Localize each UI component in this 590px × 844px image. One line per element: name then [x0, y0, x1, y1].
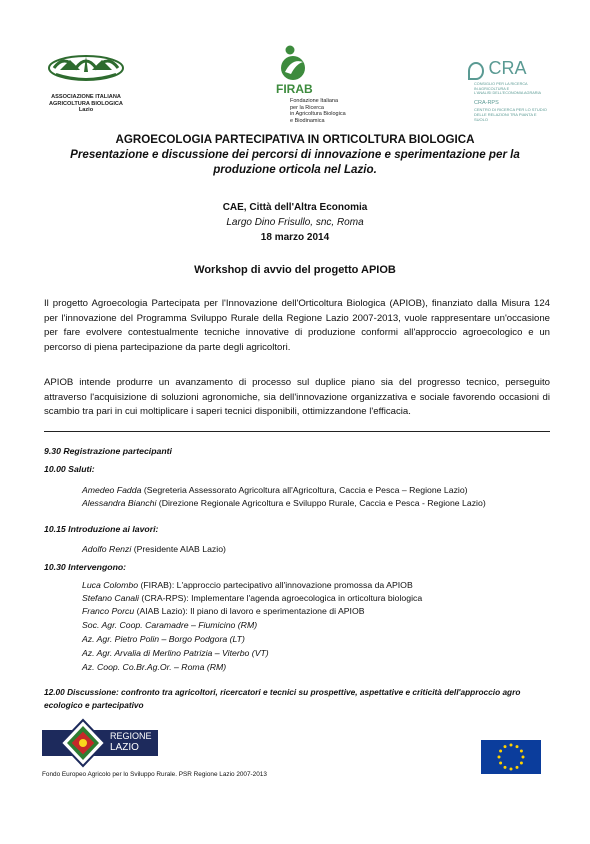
goals-paragraph: APIOB intende produrre un avanzamento di processo sul duplice piano sia del progresso tecnico, perseguito attraverso l'acquisizione di soluzioni agronomiche, sia dell'innovazione organizzativa e sociale favorendo occasioni di scambio tra pari in cui moltiplicare i saperi tecnici disponibili, ottimizzandone l'efficacia.	[44, 377, 550, 417]
program-greetings-title: 10.00 Saluti:	[44, 464, 95, 474]
firab-desc4: e Biodinamica	[290, 117, 325, 124]
speaker2-name: Stefano Canali	[82, 593, 139, 603]
program-speakers-title: 10.30 Intervengono:	[44, 562, 127, 572]
aiab-line3: Lazio	[78, 107, 94, 114]
speaker1-text: (FIRAB): L'approccio partecipativo all'innovazione promossa da APIOB	[140, 580, 413, 590]
firab-desc1: Fondazione Italiana	[290, 98, 339, 104]
cra-logo	[468, 58, 550, 122]
cra-swirl-icon	[468, 62, 484, 80]
aiab-emblem-icon	[46, 50, 126, 90]
intro-role: (Presidente AIAB Lazio)	[133, 544, 226, 554]
venue-name: CAE, Città dell'Altra Economia	[222, 202, 368, 213]
regione-shield-icon	[58, 718, 108, 768]
cra-line3: L'ANALISI DELL'ECONOMIA AGRARIA	[474, 91, 542, 96]
program-speaker-1	[82, 580, 413, 592]
regione-line1: REGIONE	[110, 731, 152, 741]
cra-line1: CONSIGLIO PER LA RICERCA	[474, 82, 528, 86]
aiab-logo	[46, 50, 126, 118]
cra-sub-name: CRA-RPS	[474, 100, 499, 106]
program-speaker-3	[82, 606, 365, 618]
program-discussion-line2: ecologico e partecipativo	[44, 700, 144, 710]
greeting1-role: (Segreteria Assessorato Agricoltura all'Agricoltura, Caccia e Pesca – Regione Lazio)	[143, 485, 468, 495]
firab-desc2: per la Ricerca	[290, 104, 324, 111]
event-title: AGROECOLOGIA PARTECIPATIVA IN ORTICOLTURA BIOLOGICA	[115, 133, 475, 146]
program-speaker-2	[82, 593, 422, 605]
fund-text: Fondo Europeo Agricolo per lo Sviluppo Rurale. PSR Regione Lazio 2007-2013	[42, 771, 267, 778]
aiab-line1: ASSOCIAZIONE ITALIANA	[51, 94, 121, 100]
workshop-title: Workshop di avvio del progetto APIOB	[194, 264, 396, 276]
firab-leaf-icon	[276, 44, 312, 82]
program-farm-2: Az. Agr. Pietro Polin – Borgo Podgora (LT)	[82, 634, 245, 644]
program-farm-3: Az. Agr. Arvalia di Merlino Patrizia – Viterbo (VT)	[82, 648, 269, 658]
venue-address: Largo Dino Frisullo, snc, Roma	[226, 217, 364, 228]
cra-name: CRA	[488, 58, 527, 78]
speaker1-name: Luca Colombo	[82, 580, 139, 590]
program-farm-1: Soc. Agr. Coop. Caramadre – Fiumicino (RM)	[82, 620, 258, 630]
program-farm-4: Az. Coop. Co.Br.Ag.Or. – Roma (RM)	[82, 662, 227, 672]
cra-sub1: CENTRO DI RICERCA PER LO STUDIO	[474, 107, 547, 112]
greeting1-name: Amedeo Fadda	[82, 485, 142, 495]
eu-flag-icon	[481, 740, 541, 774]
program-discussion-line1: 12.00 Discussione: confronto tra agricoltori, ricercatori e tecnici su prospettive, aspettative e criticità dell'approccio agro	[44, 687, 521, 697]
cra-sub2: DELLE RELAZIONI TRA PIANTA E SUOLO	[474, 111, 537, 122]
firab-logo	[274, 44, 356, 124]
speaker2-text: (CRA-RPS): Implementare l'agenda agroecologica in orticoltura biologica	[141, 593, 423, 603]
program-registration: 9.30 Registrazione partecipanti	[44, 446, 172, 456]
regione-lazio-logo	[42, 720, 158, 768]
firab-name: FIRAB	[276, 82, 313, 96]
greeting2-name: Alessandra Bianchi	[82, 498, 157, 508]
section-divider	[44, 431, 550, 432]
cra-line2: IN AGRICOLTURA E	[474, 86, 510, 91]
speaker3-text: (AIAB Lazio): Il piano di lavoro e sperimentazione di APIOB	[136, 606, 365, 616]
event-subtitle-line2: produzione orticola nel Lazio.	[213, 163, 377, 176]
event-subtitle-line1: Presentazione e discussione dei percorsi di innovazione e sperimentazione per la	[70, 148, 520, 161]
event-date: 18 marzo 2014	[260, 232, 330, 243]
speaker3-name: Franco Porcu	[82, 606, 135, 616]
eu-flag	[481, 740, 541, 774]
intro-name: Adolfo Renzi	[82, 544, 132, 554]
aiab-line2: AGRICOLTURA BIOLOGICA	[49, 100, 123, 107]
program-greeting-2	[82, 498, 486, 510]
greeting2-role: (Direzione Regionale Agricoltura e Sviluppo Rurale, Caccia e Pesca - Regione Lazio)	[158, 498, 486, 508]
program-intro-title: 10.15 Introduzione ai lavori:	[44, 524, 159, 534]
regione-line2: LAZIO	[110, 742, 139, 753]
program-greeting-1	[82, 485, 468, 497]
intro-paragraph: Il progetto Agroecologia Partecipata per l'Innovazione dell'Orticoltura Biologica (APIOB), finanziato dalla Misura 124 per l'innovazione del Programma Sviluppo Rurale della Regione Lazio 2007-2013, vuole rappresentare un'occasione per fare evolvere contestualmente tecniche innovative di produzione conformi all'approccio agroecologico e un percorso di piena partecipazione da parte degli agricoltori.	[44, 298, 550, 353]
program-intro	[82, 544, 226, 556]
firab-desc3: in Agricoltura Biologica	[290, 111, 346, 117]
